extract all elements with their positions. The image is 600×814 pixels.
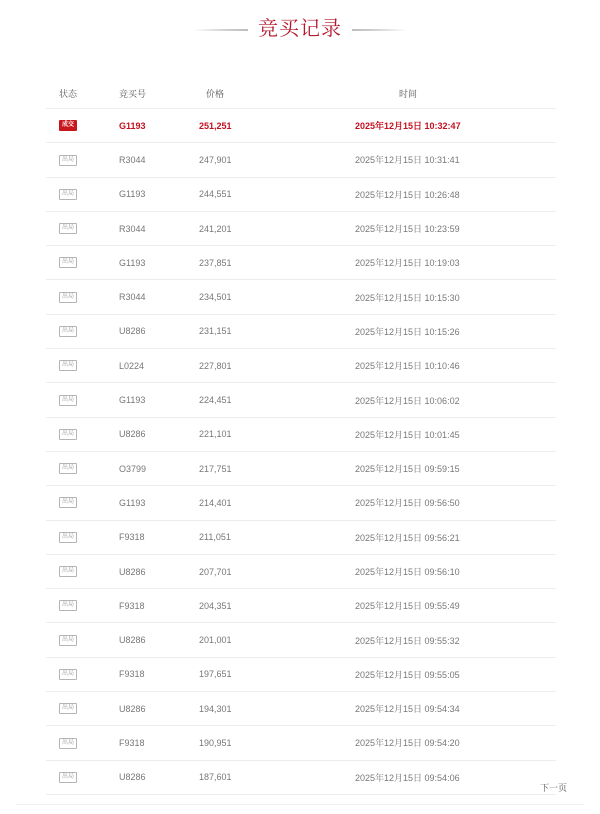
table-row: [46, 486, 556, 520]
status-badge: 出局: [59, 738, 77, 749]
table-row: [46, 761, 556, 795]
status-cell: [59, 772, 89, 783]
status-badge: 出局: [59, 772, 77, 783]
bid-number: U8286: [119, 635, 146, 646]
status-cell: [59, 497, 89, 508]
bid-number: L0224: [119, 360, 145, 371]
bid-records-table: [46, 78, 556, 795]
bid-time: 2025年12月15日 09:55:05: [355, 669, 460, 680]
status-cell: [59, 635, 89, 646]
bid-price: 237,851: [199, 257, 232, 268]
bid-price: 201,001: [199, 635, 232, 646]
table-row: [46, 623, 556, 657]
bid-number: U8286: [119, 772, 146, 783]
table-row: [46, 280, 556, 314]
bid-time: 2025年12月15日 09:56:21: [355, 532, 460, 543]
status-badge: 出局: [59, 429, 77, 440]
table-row: [46, 589, 556, 623]
bid-time: 2025年12月15日 10:19:03: [355, 258, 460, 269]
bid-number: G1193: [119, 120, 146, 131]
bid-price: 214,401: [199, 497, 232, 508]
bid-time: 2025年12月15日 10:23:59: [355, 224, 460, 235]
bid-number: R3044: [119, 154, 146, 165]
status-cell: [59, 600, 89, 611]
header-status: 状态: [59, 88, 78, 99]
status-cell: [59, 669, 89, 680]
status-cell: [59, 394, 89, 405]
bid-time: 2025年12月15日 10:15:26: [355, 326, 460, 337]
bid-number: R3044: [119, 292, 146, 303]
bid-number: G1193: [119, 257, 146, 268]
status-cell: [59, 360, 89, 371]
status-badge: 出局: [59, 532, 77, 543]
status-badge: 出局: [59, 189, 77, 200]
table-row: [46, 383, 556, 417]
bid-price: 197,651: [199, 669, 232, 680]
bid-number: F9318: [119, 600, 145, 611]
status-badge: 出局: [59, 223, 77, 234]
bid-time: 2025年12月15日 10:32:47: [355, 121, 461, 132]
bid-time: 2025年12月15日 09:54:34: [355, 704, 460, 715]
bid-time: 2025年12月15日 09:54:20: [355, 738, 460, 749]
status-badge: 出局: [59, 292, 77, 303]
bid-number: O3799: [119, 463, 147, 474]
bid-price: 211,051: [199, 532, 231, 543]
bid-price: 204,351: [199, 600, 232, 611]
title-decoration-right: [352, 29, 407, 31]
status-cell: [59, 326, 89, 337]
bid-number: G1193: [119, 497, 146, 508]
bid-number: U8286: [119, 566, 146, 577]
header-price: 价格: [206, 88, 225, 99]
status-badge: 出局: [59, 566, 77, 577]
status-cell: [59, 223, 89, 234]
status-cell: [59, 292, 89, 303]
status-badge: 出局: [59, 463, 77, 474]
bid-number: U8286: [119, 703, 146, 714]
bid-price: 190,951: [199, 737, 232, 748]
bid-price: 244,551: [199, 189, 232, 200]
status-badge: 出局: [59, 635, 77, 646]
bid-time: 2025年12月15日 10:26:48: [355, 189, 460, 200]
status-cell: [59, 189, 89, 200]
table-row: [46, 418, 556, 452]
status-cell: [59, 257, 89, 268]
table-row: [46, 555, 556, 589]
bid-number: F9318: [119, 737, 145, 748]
bid-time: 2025年12月15日 09:55:49: [355, 601, 460, 612]
status-cell: [59, 566, 89, 577]
status-cell: [59, 120, 89, 131]
bid-price: 194,301: [199, 703, 232, 714]
next-page-link[interactable]: 下一页: [540, 783, 568, 793]
bid-price: 247,901: [199, 154, 232, 165]
status-badge: 出局: [59, 703, 77, 714]
bid-time: 2025年12月15日 09:55:32: [355, 635, 460, 646]
table-row: [46, 521, 556, 555]
status-cell: [59, 463, 89, 474]
status-cell: [59, 532, 89, 543]
table-row: [46, 109, 556, 143]
header-number: 竞买号: [119, 88, 147, 99]
table-body: [46, 109, 556, 795]
table-row: [46, 212, 556, 246]
bid-time: 2025年12月15日 09:59:15: [355, 464, 460, 475]
status-badge: 出局: [59, 669, 77, 680]
bid-time: 2025年12月15日 10:06:02: [355, 395, 460, 406]
status-cell: [59, 154, 89, 165]
bid-time: 2025年12月15日 09:54:06: [355, 772, 460, 783]
title-bar: [0, 14, 600, 44]
status-badge: 出局: [59, 155, 77, 166]
bid-price: 224,451: [199, 395, 232, 406]
bid-number: F9318: [119, 532, 145, 543]
bid-price: 217,751: [199, 463, 232, 474]
bid-price: 221,101: [199, 429, 232, 440]
table-row: [46, 315, 556, 349]
table-row: [46, 349, 556, 383]
table-row: [46, 658, 556, 692]
table-row: [46, 246, 556, 280]
bid-price: 251,251: [199, 120, 232, 131]
divider: [16, 804, 584, 805]
bid-number: U8286: [119, 429, 146, 440]
status-badge: 成交: [59, 120, 77, 131]
status-cell: [59, 737, 89, 748]
bid-time: 2025年12月15日 10:31:41: [355, 155, 460, 166]
bid-time: 2025年12月15日 10:01:45: [355, 429, 460, 440]
page-title: 竞买记录: [258, 18, 342, 40]
bid-price: 234,501: [199, 292, 232, 303]
status-badge: 出局: [59, 257, 77, 268]
status-badge: 出局: [59, 497, 77, 508]
bid-price: 227,801: [199, 360, 232, 371]
bid-number: R3044: [119, 223, 146, 234]
table-header: [46, 78, 556, 109]
header-time: 时间: [399, 88, 418, 99]
bid-time: 2025年12月15日 10:10:46: [355, 361, 460, 372]
bid-number: G1193: [119, 189, 146, 200]
title-decoration-left: [193, 29, 248, 31]
table-row: [46, 143, 556, 177]
status-badge: 出局: [59, 395, 77, 406]
table-row: [46, 178, 556, 212]
table-row: [46, 726, 556, 760]
status-badge: 出局: [59, 600, 77, 611]
bid-number: F9318: [119, 669, 145, 680]
bid-time: 2025年12月15日 09:56:50: [355, 498, 460, 509]
bid-time: 2025年12月15日 09:56:10: [355, 567, 460, 577]
status-badge: 出局: [59, 360, 77, 371]
bid-price: 207,701: [199, 566, 232, 577]
bid-price: 187,601: [199, 772, 232, 783]
status-cell: [59, 703, 89, 714]
status-badge: 出局: [59, 326, 77, 337]
table-row: [46, 452, 556, 486]
table-row: [46, 692, 556, 726]
bid-price: 231,151: [199, 326, 232, 337]
status-cell: [59, 429, 89, 440]
bid-number: U8286: [119, 326, 146, 337]
bid-price: 241,201: [199, 223, 232, 234]
bid-number: G1193: [119, 395, 146, 406]
bid-time: 2025年12月15日 10:15:30: [355, 292, 460, 303]
